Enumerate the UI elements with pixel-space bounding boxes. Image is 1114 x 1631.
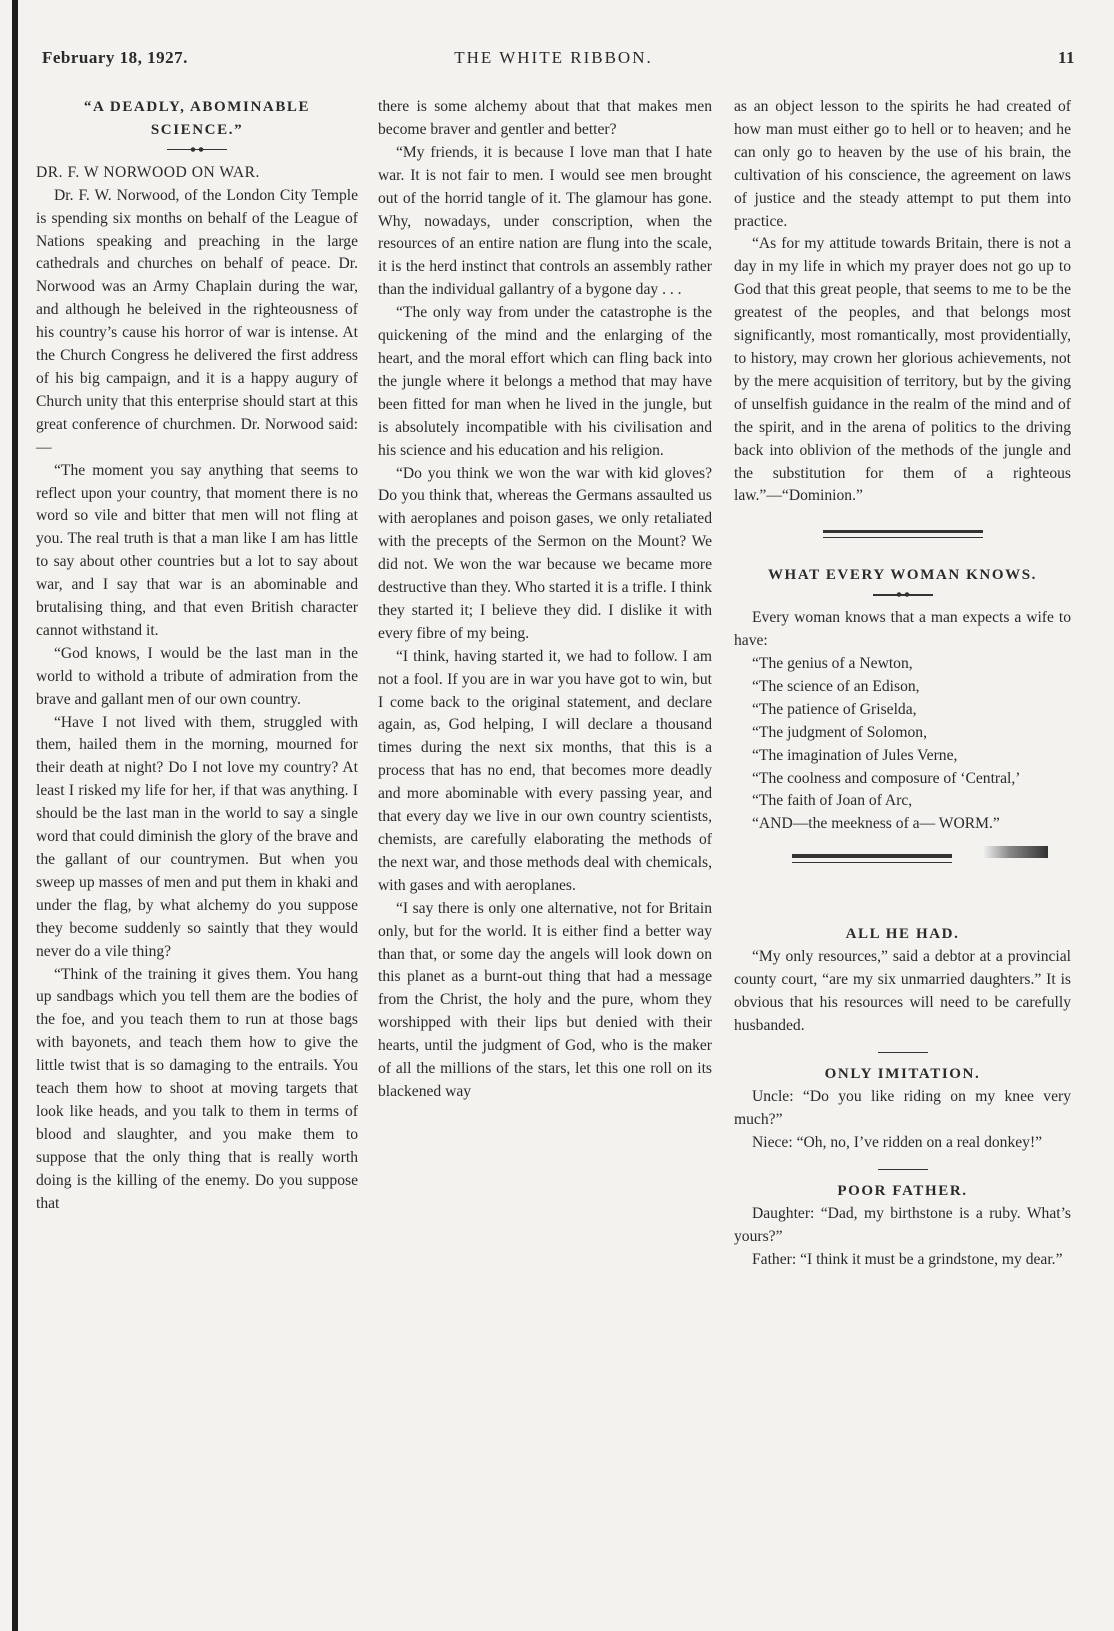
- issue-date: February 18, 1927.: [42, 48, 188, 67]
- article-title-what-every-woman-knows: WHAT EVERY WOMAN KNOWS.: [767, 567, 1038, 584]
- article-paragraph: “The moment you say anything that seems to reflect upon your country, that moment there is no word so vile and bitter that men will not fling at you. The real truth is that a man like I am has little to say about other countries but a lot to say about war, and I say that war is an abominable and brutalising thing, and that even British character cannot withstand it.: [36, 461, 358, 639]
- section-rule-thin: [792, 862, 952, 863]
- article-paragraph: “My friends, it is because I love man that I hate war. It is not fair to men. I would see men brought out of the horrid tangle of it. The glamour has gone. Why, nowadays, under conscription, when the resources of an entire nation are flung into the scale, it is the herd instinct that controls an assembly rather than the individual gallantry of a bygone day . . .: [378, 143, 712, 299]
- short-divider: [878, 1169, 928, 1171]
- article-subtitle: DR. F. W NORWOOD ON WAR.: [36, 163, 260, 181]
- article-paragraph: “As for my attitude towards Britain, there is not a day in my life in which my prayer does not go up to God that this great people, that seems to me to be the greatest of the peoples, and that belongs most significantly, most romantically, most providentially, to history, may crown her glorious achievements, not by the mere acquisition of territory, but by the giving of unselfish guidance in the realm of the mind and of the spirit, and in the arena of politics to the driving back into oblivion of the methods of the jungle and the substitution for them of a righteous law.”—“Dominion.”: [734, 235, 1071, 505]
- ornament-divider: [873, 591, 933, 599]
- poem-line: “The coolness and composure of ‘Central,’: [752, 769, 1021, 787]
- article-title-poor-father: POOR FATHER.: [837, 1183, 968, 1200]
- ornament-divider: [167, 146, 227, 154]
- article-paragraph: “God knows, I would be the last man in the world to withold a tribute of admiration from the brave and gallant men of our own country.: [36, 644, 358, 708]
- section-rule: [823, 530, 983, 533]
- page-number: 11: [1057, 48, 1075, 67]
- dialogue-line: Niece: “Oh, no, I’ve ridden on a real donkey!”: [752, 1134, 1043, 1152]
- publication-name: THE WHITE RIBBON.: [454, 48, 653, 67]
- article-paragraph: “I think, having started it, we had to follow. I am not a fool. If you are in war you have got to win, but I come back to the original statement, and declare again, as, God helping, I will declare a thousand times during the next six months, that this is a process that has no end, that becomes more deadly and more abominable with every passing year, and that every day we live in our own country scientists, chemists, are carefully elaborating the methods of the next war, and those methods deal with chemicals, with gases and with aeroplanes.: [378, 647, 712, 894]
- column-2: [378, 96, 712, 1104]
- article-paragraph: there is some alchemy about that that makes men become braver and gentler and better?: [378, 98, 712, 138]
- poem-line: “The patience of Griselda,: [752, 700, 917, 718]
- print-smudge: [984, 846, 1048, 858]
- article-paragraph: “The only way from under the catastrophe is the quickening of the mind and the enlarging of the heart, and the moral effort which can fling back into the jungle where it belongs a method that may have been fitted for man when he lived in the jungle, but is absolutely incompatible with his civilisation and his science and his education and his religion.: [378, 304, 712, 459]
- dialogue-line: Father: “I think it must be a grindstone, my dear.”: [752, 1251, 1063, 1269]
- article-title-deadly-science: “A DEADLY, ABOMINABLE SCIENCE.”: [83, 99, 311, 138]
- article-paragraph: “Do you think we won the war with kid gloves? Do you think that, whereas the Germans assaulted us with aeroplanes and poison gases, we only retaliated with the precepts of the Sermon on the Mount? We did not. We won the war because we became more destructive than they. Who started it is a trifle. I think they started it; I believe they did. I dislike it with every fibre of my being.: [378, 464, 712, 642]
- poem-line: “AND—the meekness of a— WORM.”: [752, 815, 1000, 833]
- poem-line: “The science of an Edison,: [752, 677, 920, 695]
- section-rule-thin: [823, 537, 983, 538]
- article-paragraph: “My only resources,” said a debtor at a provincial county court, “are my six unmarried daughters.” It is obvious that his resources will need to be carefully husbanded.: [734, 948, 1071, 1034]
- poem-line: “The imagination of Jules Verne,: [752, 746, 958, 764]
- article-paragraph: “I say there is only one alternative, not for Britain only, but for the world. It is either find a better way than that, or some day the angels will look down on this planet as a burnt-out thing that had a message from the Christ, the holy and the pure, whom they worshipped with their lips but denied with their hearts, until the judgment of God, who is the maker of all the millions of the stars, let this one roll on its blackened way: [378, 899, 712, 1100]
- article-title-all-he-had: ALL HE HAD.: [845, 926, 960, 943]
- article-paragraph: Dr. F. W. Norwood, of the London City Temple is spending six months on behalf of the League of Nations speaking and preaching in the large cathedrals and churches on behalf of peace. Dr. Norwood was an Army Chaplain during the war, and although he beleived in the righteousness of his country’s cause his horror of war is intense. At the Church Congress he delivered the first address of his big campaign, and it is a happy augury of Church unity that this enterprise should start at this great conference of churchmen. Dr. Norwood said:—: [36, 186, 358, 456]
- poem-line: “The genius of a Newton,: [752, 655, 913, 673]
- poem-intro: Every woman knows that a man expects a wife to have:: [734, 609, 1071, 650]
- section-rule: [792, 854, 952, 858]
- column-3: [734, 96, 1071, 1272]
- article-title-only-imitation: ONLY IMITATION.: [824, 1066, 981, 1083]
- article-paragraph: as an object lesson to the spirits he had created of how man must either go to hell or to heaven; and he can only go to heaven by the use of his brain, the cultivation of his conscience, the agreement on laws of justice and the steady attempt to put them into practice.: [734, 98, 1071, 230]
- page-binding-edge: [12, 0, 18, 1631]
- article-paragraph: “Think of the training it gives them. You hang up sandbags which you tell them are the bodies of the foe, and you teach them to run at those bags with bayonets, and teach them how to give the little twist that is so damaging to the entrails. You teach them how to shoot at moving targets that look like heads, and you talk to them in terms of blood and slaughter, and you make them to suppose that the only thing that is really worth doing is the killing of the enemy. Do you suppose that: [36, 965, 358, 1212]
- poem-block: [734, 607, 1071, 836]
- dialogue-line: Uncle: “Do you like riding on my knee very much?”: [734, 1088, 1071, 1129]
- column-1: [36, 96, 358, 1216]
- article-paragraph: “Have I not lived with them, struggled with them, hailed them in the morning, mourned for their death at night? Do I not love my country? At least I risked my life for her, if that was anything. I should be the last man in the world to say a single word that could diminish the glory of the brave and the gallant of our countrymen. But when you sweep up masses of men and put them in khaki and under the flag, by what alchemy do you suppose they become suddenly so saintly that they would never do a vile thing?: [36, 713, 358, 960]
- poem-line: “The judgment of Solomon,: [752, 723, 927, 741]
- poem-line: “The faith of Joan of Arc,: [752, 792, 913, 810]
- dialogue-line: Daughter: “Dad, my birthstone is a ruby. What’s yours?”: [734, 1205, 1071, 1246]
- short-divider: [878, 1052, 928, 1054]
- newspaper-page: [28, 0, 1108, 1631]
